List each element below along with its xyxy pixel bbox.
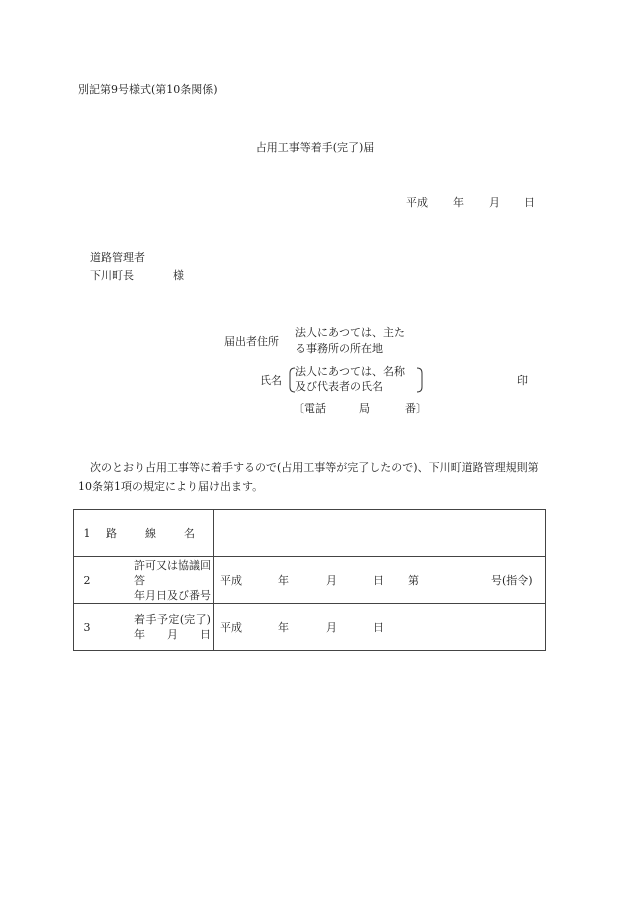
row-value[interactable] bbox=[214, 510, 546, 557]
value-day: 日 bbox=[373, 574, 384, 587]
name-note-1: 法人にあつては、名称 bbox=[295, 365, 405, 378]
value-era: 平成 bbox=[220, 621, 242, 634]
name-label: 氏名 bbox=[260, 374, 282, 387]
row-number: 1 bbox=[74, 510, 101, 557]
row-label bbox=[100, 510, 214, 557]
form-number: 別記第9号様式(第10条関係) bbox=[78, 83, 218, 96]
label-line: 許可又は協議回答 bbox=[134, 558, 211, 587]
table-row bbox=[74, 604, 546, 651]
addressee-line1: 道路管理者 bbox=[90, 251, 145, 264]
name-note-2: 及び代表者の氏名 bbox=[295, 380, 383, 393]
address-note-2: る事務所の所在地 bbox=[295, 342, 383, 355]
value-era: 平成 bbox=[220, 574, 242, 587]
label-char: 年 bbox=[134, 588, 145, 602]
row-value[interactable] bbox=[214, 557, 546, 604]
label-char: 月 bbox=[145, 588, 156, 602]
addressee-honorific: 様 bbox=[173, 269, 184, 282]
row-number: 2 bbox=[74, 557, 101, 604]
value-month: 月 bbox=[326, 621, 337, 634]
date-era: 平成 bbox=[406, 196, 428, 209]
value-number-prefix: 第 bbox=[408, 574, 419, 587]
row-value[interactable] bbox=[214, 604, 546, 651]
label-char: 予 bbox=[156, 613, 168, 626]
label-char: 路 bbox=[106, 526, 117, 540]
label-char: 名 bbox=[184, 526, 195, 540]
label-char: 年 bbox=[134, 628, 145, 641]
label-char: 了) bbox=[195, 613, 211, 626]
label-char: 号 bbox=[200, 588, 211, 602]
label-char: 着 bbox=[134, 613, 145, 626]
addressee-line2: 下川町長 bbox=[90, 269, 134, 282]
label-char: 手 bbox=[145, 613, 157, 626]
address-note-1: 法人にあつては、主た bbox=[295, 326, 405, 339]
document-title: 占用工事等着手(完了)届 bbox=[255, 141, 375, 154]
date-day: 日 bbox=[524, 196, 535, 209]
label-char: 及 bbox=[167, 588, 178, 602]
row-number: 3 bbox=[74, 604, 101, 651]
date-year: 年 bbox=[453, 196, 464, 209]
label-char: 番 bbox=[189, 588, 200, 602]
value-year: 年 bbox=[278, 574, 289, 587]
phone-open: 〔電話 bbox=[293, 402, 326, 415]
label-char: 月 bbox=[167, 628, 178, 641]
phone-exchange: 局 bbox=[359, 402, 370, 415]
phone-number: 番〕 bbox=[405, 402, 427, 415]
items-table bbox=[73, 509, 546, 651]
seal-mark: 印 bbox=[517, 374, 528, 387]
label-char: (完 bbox=[179, 613, 196, 626]
date-month: 月 bbox=[489, 196, 500, 209]
value-day: 日 bbox=[373, 621, 384, 634]
address-label: 届出者住所 bbox=[224, 335, 279, 348]
label-char: 日 bbox=[200, 628, 211, 641]
value-number-suffix: 号(指令) bbox=[491, 574, 533, 587]
value-month: 月 bbox=[326, 574, 337, 587]
label-char: 線 bbox=[145, 526, 156, 540]
label-char: 日 bbox=[156, 588, 167, 602]
table-row bbox=[74, 557, 546, 604]
row-label bbox=[100, 557, 214, 604]
table-row bbox=[74, 510, 546, 557]
label-char: び bbox=[178, 588, 189, 602]
value-year: 年 bbox=[278, 621, 289, 634]
body-text: 次のとおり占用工事等に着手するので(占用工事等が完了したので)、下川町道路管理規則第10条第1項の規定により届け出ます。 bbox=[78, 461, 539, 493]
label-char: 定 bbox=[168, 613, 180, 626]
row-label bbox=[100, 604, 214, 651]
